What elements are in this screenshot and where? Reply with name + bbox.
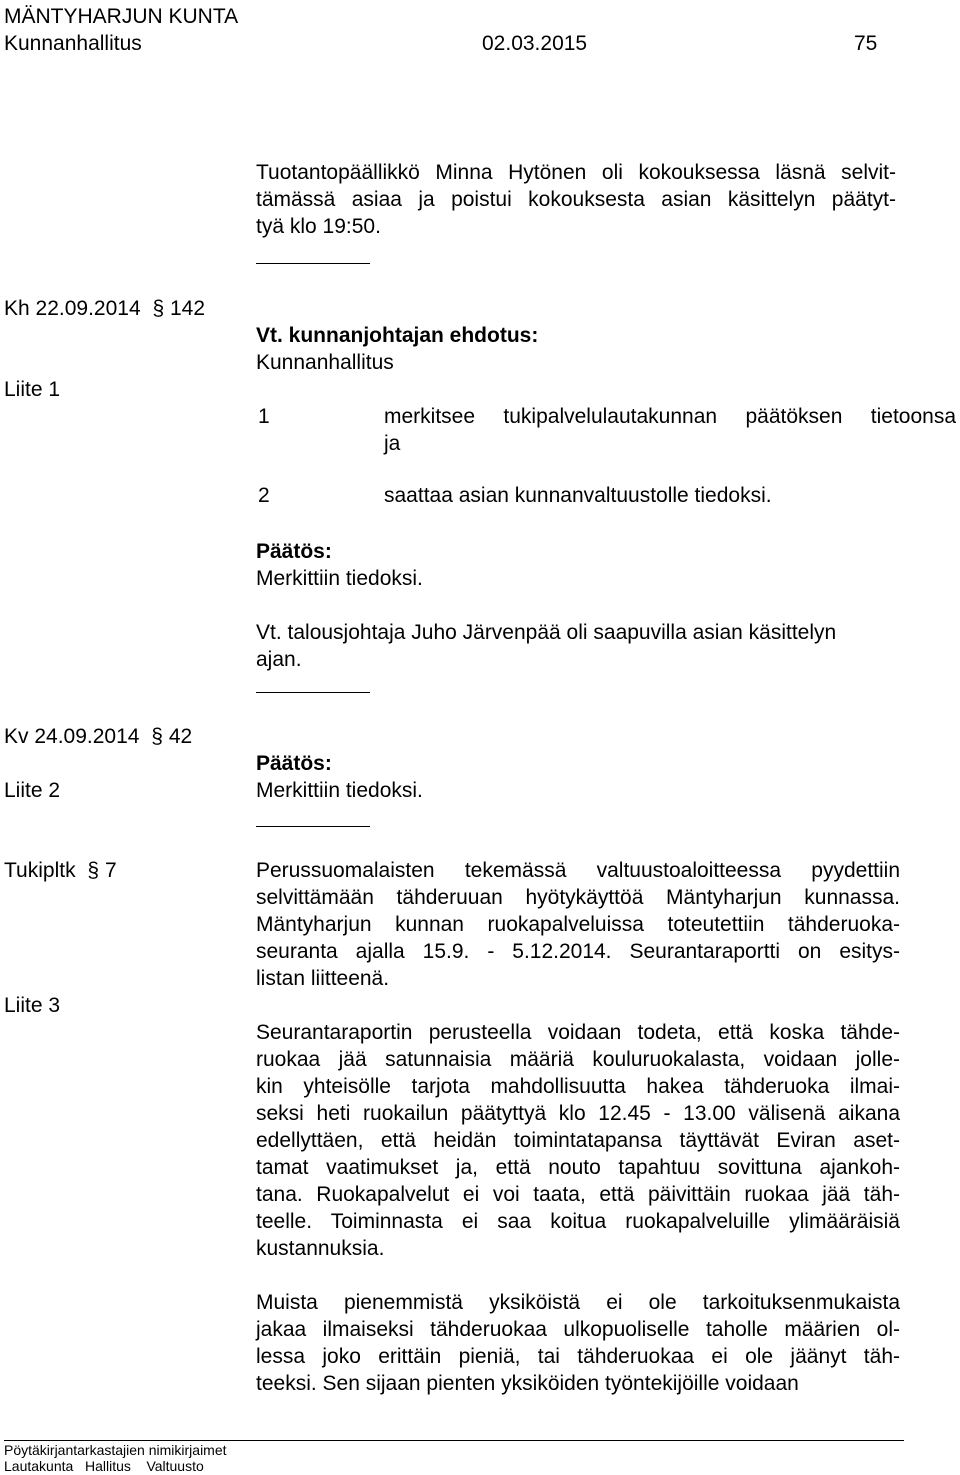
- section-sign: §: [151, 725, 163, 748]
- item-number: 1: [258, 405, 270, 428]
- para3-line: teeksi. Sen sijaan pienten yksiköiden työntekijöille voidaan: [256, 1372, 799, 1395]
- separator-line: [256, 826, 370, 827]
- section-sign: §: [152, 297, 165, 320]
- kh-decision-title: Päätös:: [256, 540, 332, 563]
- kh-note-line: Vt. talousjohtaja Juho Järvenpää oli saapuvilla asian käsittelyn: [256, 621, 837, 644]
- para3-line: Muista pienemmistä yksiköistä ei ole tarkoituksenmukaista: [256, 1291, 900, 1314]
- kv-section-number: 42: [168, 725, 193, 748]
- item-number: 2: [258, 484, 270, 507]
- tukipltk-ref: Tukipltk: [4, 859, 76, 882]
- para2-line: kin yhteisölle tarjota mahdollisuutta hakea tähderuoka ilmai-: [256, 1075, 900, 1098]
- kh-attachment: Liite 1: [4, 378, 61, 401]
- para2-line: teelle. Toiminnasta ei saa koitua ruokapalveluille ylimääräisiä: [256, 1210, 900, 1233]
- para1-line: listan liitteenä.: [256, 967, 390, 990]
- page-number: 75: [854, 32, 878, 55]
- footer-rule: [4, 1440, 904, 1441]
- separator-line: [256, 263, 370, 264]
- proposal-title: Vt. kunnanjohtajan ehdotus:: [256, 324, 539, 347]
- para1-line: Mäntyharjun kunnan ruokapalveluissa toteutettiin tähderuoka-: [256, 913, 900, 936]
- kv-ref: Kv 24.09.2014: [4, 725, 140, 748]
- kh-decision-text: Merkittiin tiedoksi.: [256, 567, 423, 590]
- tukipltk-section-ref: [4, 857, 117, 884]
- header-body: Kunnanhallitus: [4, 32, 142, 55]
- footer-col-valtuusto: Valtuusto: [146, 1458, 204, 1474]
- kv-decision-title: Päätös:: [256, 752, 332, 775]
- header-date: 02.03.2015: [482, 32, 588, 55]
- municipality-name: MÄNTYHARJUN KUNTA: [4, 5, 239, 28]
- separator-line: [256, 692, 370, 693]
- footer-columns: [4, 1458, 204, 1475]
- footer-title: Pöytäkirjantarkastajien nimikirjaimet: [4, 1442, 227, 1458]
- intro-line: Tuotantopäällikkö Minna Hytönen oli kokouksessa läsnä selvit-: [256, 161, 896, 184]
- para2-line: Seurantaraportin perusteella voidaan todeta, että koska tähde-: [256, 1021, 900, 1044]
- item-text: merkitsee tukipalvelulautakunnan päätöksen tietoonsa: [384, 405, 956, 428]
- kh-section-ref: [4, 295, 205, 322]
- para2-line: tamat vaatimukset ja, että nouto tapahtuu sovittuna ajankoh-: [256, 1156, 900, 1179]
- para2-line: kustannuksia.: [256, 1237, 385, 1260]
- kh-note-line: ajan.: [256, 648, 302, 671]
- item-text-cont: ja: [384, 432, 401, 455]
- kh-section-number: 142: [170, 297, 206, 320]
- para3-line: jakaa ilmaiseksi tähderuokaa ulkopuoliselle taholle määrien ol-: [256, 1318, 900, 1341]
- intro-line: tyä klo 19:50.: [256, 215, 381, 238]
- item-text: saattaa asian kunnanvaltuustolle tiedoksi.: [384, 484, 772, 507]
- para2-line: seksi heti ruokailun päätyttyä klo 12.45 - 13.00 välisenä aikana: [256, 1102, 900, 1125]
- tukipltk-section-number: 7: [104, 859, 117, 882]
- para3-line: lessa joko erittäin pieniä, tai tähderuokaa ei ole jäänyt täh-: [256, 1345, 900, 1368]
- para2-line: ruokaa jää satunnaisia määriä kouluruokalasta, voidaan jolle-: [256, 1048, 900, 1071]
- kv-decision-text: Merkittiin tiedoksi.: [256, 779, 423, 802]
- kv-section-ref: [4, 723, 192, 750]
- tukipltk-attachment: Liite 3: [4, 994, 61, 1017]
- para2-line: tana. Ruokapalvelut ei voi taata, että päivittäin ruokaa jää täh-: [256, 1183, 900, 1206]
- intro-line: tämässä asiaa ja poistui kokouksesta asian käsittelyn päätyt-: [256, 188, 896, 211]
- para1-line: Perussuomalaisten tekemässä valtuustoaloitteessa pyydettiin: [256, 859, 900, 882]
- kv-attachment: Liite 2: [4, 779, 61, 802]
- proposal-body: Kunnanhallitus: [256, 351, 394, 374]
- para1-line: selvittämään tähderuuan hyötykäyttöä Mäntyharjun kunnassa.: [256, 886, 900, 909]
- kh-ref: Kh 22.09.2014: [4, 297, 141, 320]
- footer-col-hallitus: Hallitus: [84, 1458, 131, 1474]
- para1-line: seuranta ajalla 15.9. - 5.12.2014. Seurantaraportti on esitys-: [256, 940, 900, 963]
- footer-col-lautakunta: Lautakunta: [4, 1458, 74, 1474]
- section-sign: §: [87, 859, 100, 882]
- para2-line: edellyttäen, että heidän toimintatapansa täyttävät Eviran aset-: [256, 1129, 900, 1152]
